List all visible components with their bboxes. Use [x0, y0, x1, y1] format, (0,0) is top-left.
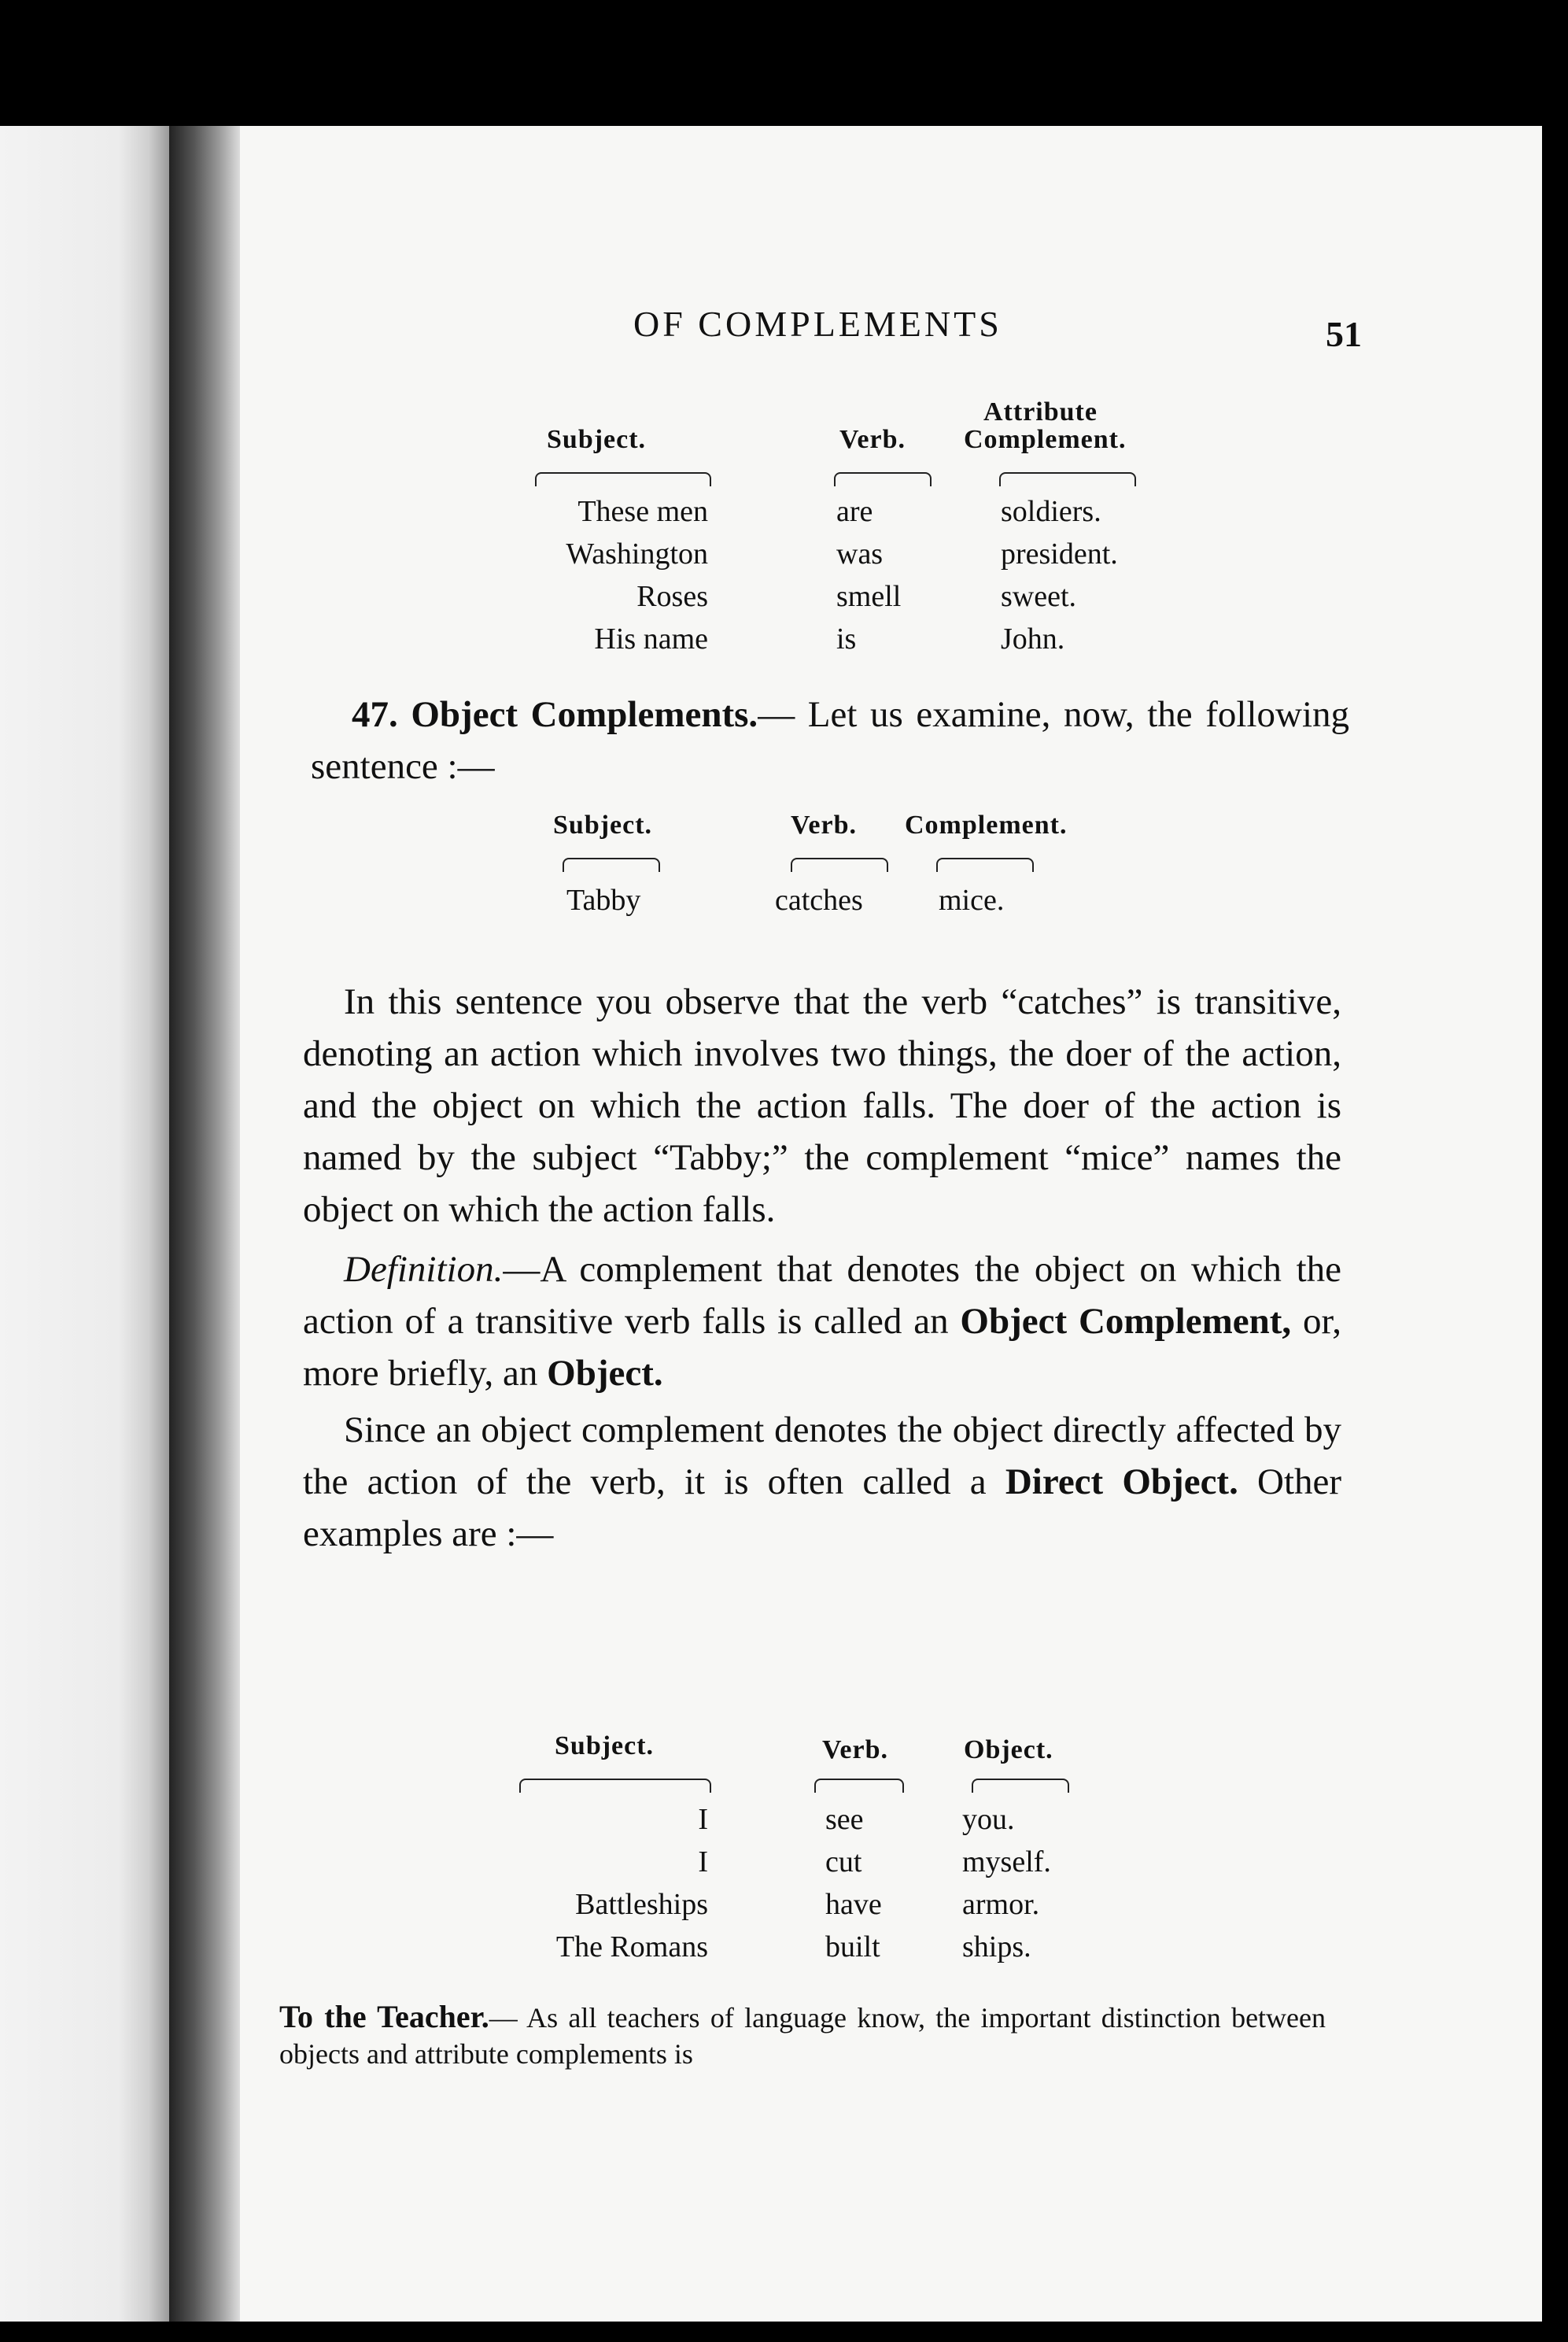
direct-object-term: Direct Object. [1005, 1461, 1238, 1502]
direct-object-text-2: Other examples are :— [303, 1461, 1342, 1554]
definition-term-object-complement: Object Complement, [960, 1301, 1292, 1342]
table3-object-2: myself. [962, 1845, 1051, 1878]
body-paragraphs [303, 976, 1341, 1560]
table1-complement-1: soldiers. [1001, 495, 1101, 528]
table1-brace-complement [999, 472, 1136, 486]
table1-verb-4: is [836, 622, 857, 656]
running-head: OF COMPLEMENTS [633, 304, 1002, 344]
table3-object-3: armor. [962, 1888, 1040, 1921]
definition-label: Definition. [344, 1249, 504, 1290]
table1-subject-3: Roses [636, 580, 708, 613]
table2-header-subject: Subject. [553, 811, 653, 840]
table3-brace-verb [814, 1779, 904, 1793]
table1-brace-verb [834, 472, 932, 486]
table1-header-complement: Complement. [964, 425, 1127, 454]
table1-verb-2: was [836, 537, 884, 571]
table3-brace-object [972, 1779, 1069, 1793]
book-page [169, 126, 1542, 2322]
table3-subject-4: The Romans [555, 1930, 708, 1963]
table3-verb-1: see [825, 1803, 864, 1836]
table1-brace-subject [535, 472, 711, 486]
teacher-note [279, 1999, 1326, 2072]
table1-complement-2: president. [1001, 537, 1118, 571]
table1-subject-4: His name [594, 622, 708, 656]
table3-subject-1: I [698, 1803, 708, 1836]
definition-text-2: or, more briefly, an [303, 1301, 1341, 1394]
definition-text-1: —A complement that denotes the object on which the action of a transitive verb falls is called an [303, 1249, 1341, 1342]
section-47-intro [311, 689, 1349, 792]
table2-brace-subject [563, 858, 660, 872]
table2-header-verb: Verb. [791, 811, 858, 840]
page-number: 51 [1326, 314, 1362, 354]
teacher-note-text: — As all teachers of language know, the important distinction between objects and attribute complements is [279, 2002, 1326, 2070]
facing-page-edge [0, 126, 169, 2322]
paragraph-transitive: In this sentence you observe that the verb “catches” is transitive, denoting an action which involves two things, the doer of the action, and the object on which the action falls. The doer of the action is named by the subject “Tabby;” the complement “mice” names the object on which the action falls. [303, 981, 1341, 1230]
definition-term-object: Object. [547, 1353, 663, 1394]
section-title: Object Complements. [411, 694, 758, 735]
table3-brace-subject [519, 1779, 711, 1793]
table1-header-attribute: Attribute [983, 397, 1098, 427]
direct-object-text-1: Since an object complement denotes the object directly affected by the action of the verb, it is often called a [303, 1409, 1341, 1502]
table1-verb-1: are [836, 495, 873, 528]
table1-verb-3: smell [836, 580, 902, 613]
table3-header-subject: Subject. [555, 1731, 655, 1760]
teacher-note-lead: To the Teacher. [279, 1999, 489, 2034]
table3-subject-3: Battleships [575, 1888, 708, 1921]
table1-complement-3: sweet. [1001, 580, 1077, 613]
table1-subject-1: These men [577, 495, 708, 528]
page-gutter-shadow [169, 126, 240, 2322]
table1-header-verb: Verb. [839, 425, 906, 454]
table2-complement: mice. [939, 884, 1005, 917]
table2-brace-verb [791, 858, 888, 872]
table3-subject-2: I [698, 1845, 708, 1878]
table2-verb: catches [775, 884, 863, 917]
section-intro-text: — Let us examine, now, the following sentence :— [311, 694, 1350, 787]
table3-verb-2: cut [825, 1845, 862, 1878]
table1-subject-2: Washington [566, 537, 708, 571]
table2-brace-complement [936, 858, 1034, 872]
table3-object-1: you. [962, 1803, 1015, 1836]
table2-subject: Tabby [566, 884, 641, 917]
paragraph-direct-object [303, 1404, 1341, 1560]
table3-header-object: Object. [964, 1735, 1053, 1764]
paragraph-definition [303, 1243, 1341, 1399]
table1-header-subject: Subject. [547, 425, 647, 454]
table1-complement-4: John. [1001, 622, 1065, 656]
table3-verb-3: have [825, 1888, 882, 1921]
table2-header-complement: Complement. [905, 811, 1068, 840]
table3-header-verb: Verb. [822, 1735, 889, 1764]
table3-object-4: ships. [962, 1930, 1031, 1963]
table3-verb-4: built [825, 1930, 880, 1963]
section-number: 47. [352, 694, 398, 735]
